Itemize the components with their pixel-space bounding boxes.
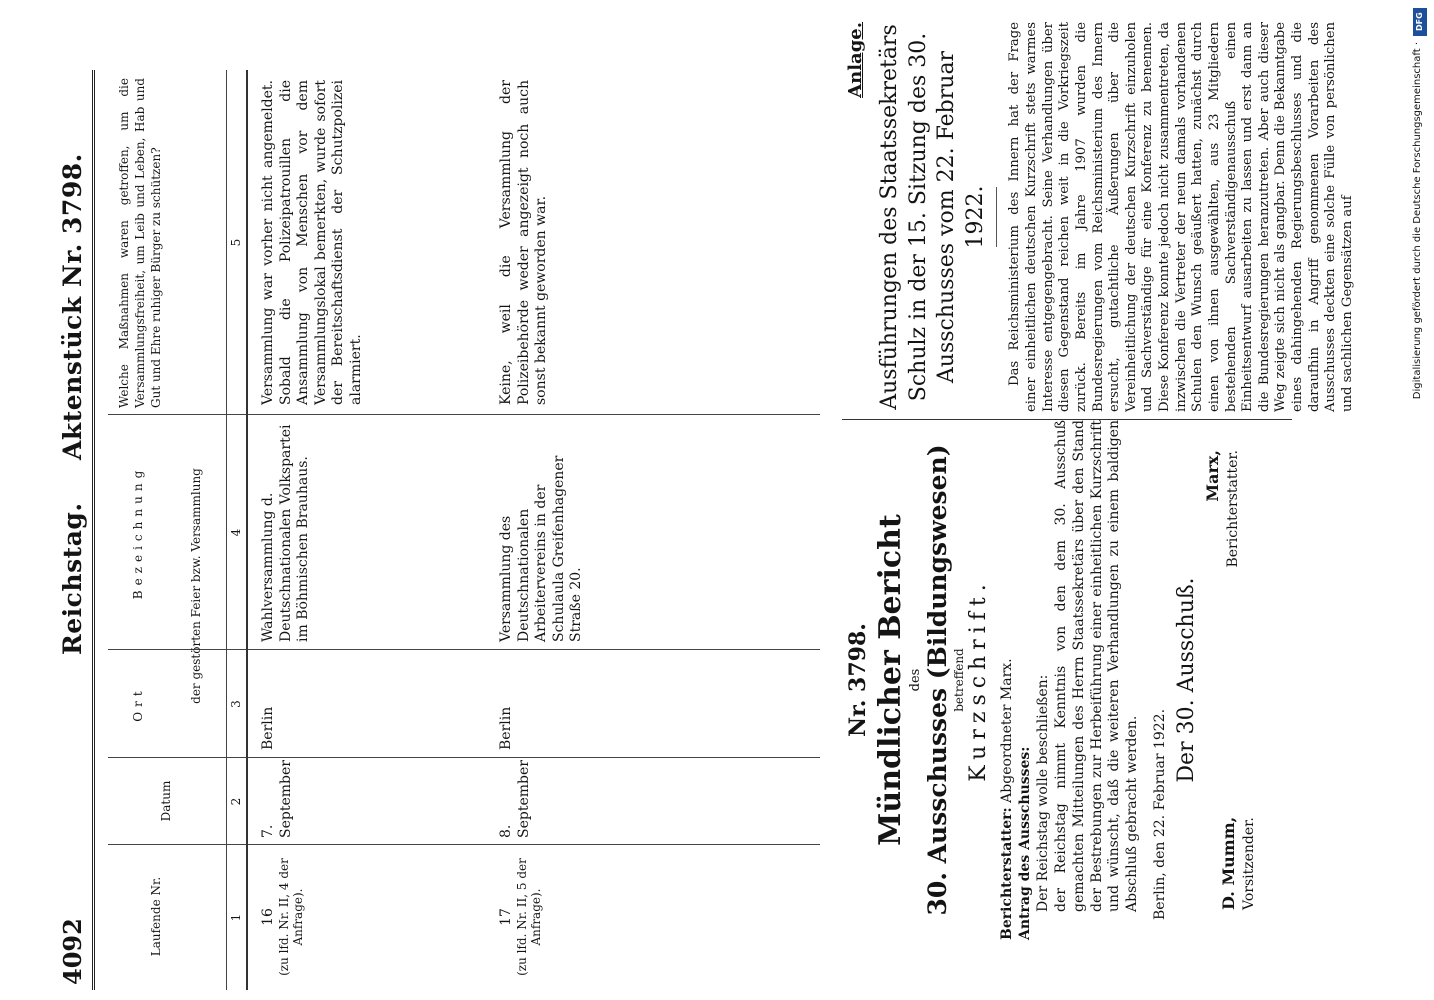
berichterstatter-line (999, 420, 1017, 940)
report-ausschuss: Der 30. Ausschuß. (1174, 577, 1200, 783)
berichterstatter-label: Berichterstatter: (999, 807, 1015, 940)
column-number: 1 (229, 913, 243, 922)
table-number-rule (246, 70, 248, 990)
header-datum: Datum (159, 780, 173, 822)
credit-text: Digitalisierung gefördert durch die Deutsche Forschungsgemeinschaft · (1412, 42, 1423, 400)
signatures (1203, 420, 1258, 940)
report-betreffend: betreffend (952, 648, 966, 712)
row-massnahmen: Keine, weil die Versammlung der Polizeibehörde weder angezeigt noch auch sonst bekannt geworden war. (498, 80, 549, 405)
row-ort: Berlin (260, 706, 276, 750)
table-column-divider (108, 844, 820, 845)
anlage-title: Ausführungen des Staatssekretärs Schulz in der 15. Sitzung des 30. Ausschusses vom 22. Februar 1922. (877, 24, 988, 410)
row-datum: 7. September (260, 760, 294, 838)
row-ort: Berlin (498, 706, 514, 750)
row-bezeichnung: Versammlung des Deutschnationalen Arbeitervereins in der Schulaula Greifenhagener Straße 20. (498, 455, 584, 642)
header-laufende-nr: Laufende Nr. (149, 876, 163, 957)
column-number: 3 (229, 700, 243, 708)
report-title: Mündlicher Bericht (873, 514, 908, 846)
report-section (845, 420, 1258, 940)
column-number: 2 (229, 797, 243, 806)
row-number: 17 (498, 908, 514, 926)
running-head-left: Reichstag. (58, 502, 87, 655)
anlage-rule (996, 187, 997, 247)
page-number: 4092 (58, 918, 87, 985)
table-column-divider (108, 414, 820, 415)
anlage-body: Das Reichsministerium des Innern hat der Frage einer einheitlichen deutschen Kurzschrift stets warmes Interesse entgegengebracht. Seine Verhandlungen über diesen Gegenstand reichen weit in die Vorkriegszeit zurück. Bereits im Jahre 1907 wurden die Bundesregierungen vom Reichsministerium des Innern ersucht, gutachtliche Äußerungen über die Vereinheitlichung der deutschen Kurzschrift einzuholen und Sachverständige für eine Konferenz zu benennen. Diese Konferenz konnte jedoch nicht zusammentreten, da inzwischen die Vertreter der neun damals vorhandenen Schulen den Wunsch geäußert hatten, zunächst durch einen von ihnen ausgewählten, aus 23 Mitgliedern bestehenden Sachverständigenausschuß einen Einheitsentwurf ausarbeiten zu lassen und erst dann an die Bundesregierungen heranzutreten. Aber auch dieser Weg zeigte sich nicht als gangbar. Denn die Bekanntgabe eines dahingehenden Regierungsbeschlusses und die daraufhin in Angriff genommenen Vorarbeiten des Ausschusses deckten eine solche Fülle von persönlichen und sachlichen Gegensätzen auf (1007, 22, 1355, 412)
table-header-rule (226, 70, 227, 990)
header-massnahmen: Welche Maßnahmen waren getroffen, um die Versammlungsfreiheit, um Leib und Leben, Hab und Gut und Ehre ruhiger Bürger zu schützen? (117, 78, 164, 408)
antrag-label: Antrag des Ausschusses: (1016, 746, 1033, 940)
signature-reporter-role: Berichterstatter. (1225, 450, 1242, 568)
column-number: 4 (229, 528, 243, 537)
antrag-text: der Reichstag nimmt Kenntnis von den dem 30. Ausschuß gemachten Mitteilungen des Herrn Staatssekretärs über den Stand der Bestrebungen zur Herbeiführung einer einheitlichen Kurzschrift und wünscht, daß die weiteren Verhandlungen zu einem baldigen Abschluß gebracht werden. (1052, 420, 1141, 912)
table-column-divider (108, 649, 820, 650)
report-date: Berlin, den 22. Februar 1922. (1152, 708, 1169, 920)
row-datum: 8. September (498, 760, 532, 838)
signature-chair-name: D. Mumm, (1219, 816, 1239, 910)
header-rule (92, 70, 95, 990)
row-bezeichnung: Wahlversammlung d. Deutschnationalen Volkspartei im Böhmischen Brauhaus. (260, 424, 311, 642)
running-head-right: Aktenstück Nr. 3798. (58, 153, 87, 460)
report-subject: Kurzschrift. (966, 578, 991, 782)
berichterstatter-name: Abgeordneter Marx. (999, 658, 1015, 803)
anlage-section (845, 22, 1357, 412)
header-subtitle: der gestörten Feier bzw. Versammlung (189, 468, 203, 704)
digitization-credit (1412, 8, 1428, 400)
incident-table (108, 70, 808, 990)
row-number: 16 (260, 908, 276, 926)
signature-chair-role: Vorsitzender. (1241, 817, 1258, 910)
table-column-divider (108, 757, 820, 758)
signature-reporter-name: Marx, (1203, 450, 1223, 502)
row-massnahmen: Versammlung war vorher nicht angemeldet. Sobald die Polizeipatrouillen die Ansammlung von Menschen vor dem Versammlungslokal bemerkten, wurde sofort der Bereitschaftsdienst der Schutzpolizei alarmiert. (260, 80, 364, 405)
header-ort: Ort (131, 686, 145, 722)
dfg-logo: DFG (1413, 8, 1427, 36)
anlage-label: Anlage. (845, 22, 866, 98)
antrag-intro: Der Reichstag wolle beschließen: (1034, 674, 1051, 912)
row-reference: (zu lfd. Nr. II, 4 der Anfrage). (276, 858, 306, 976)
report-number: Nr. 3798. (845, 623, 871, 737)
column-number: 5 (229, 238, 243, 247)
report-des: des (908, 668, 923, 692)
row-reference: (zu lfd. Nr. II, 5 der Anfrage). (514, 858, 544, 976)
header-bezeichnung: Bezeichnung (131, 465, 145, 600)
report-committee: 30. Ausschusses (Bildungswesen) (923, 444, 952, 916)
